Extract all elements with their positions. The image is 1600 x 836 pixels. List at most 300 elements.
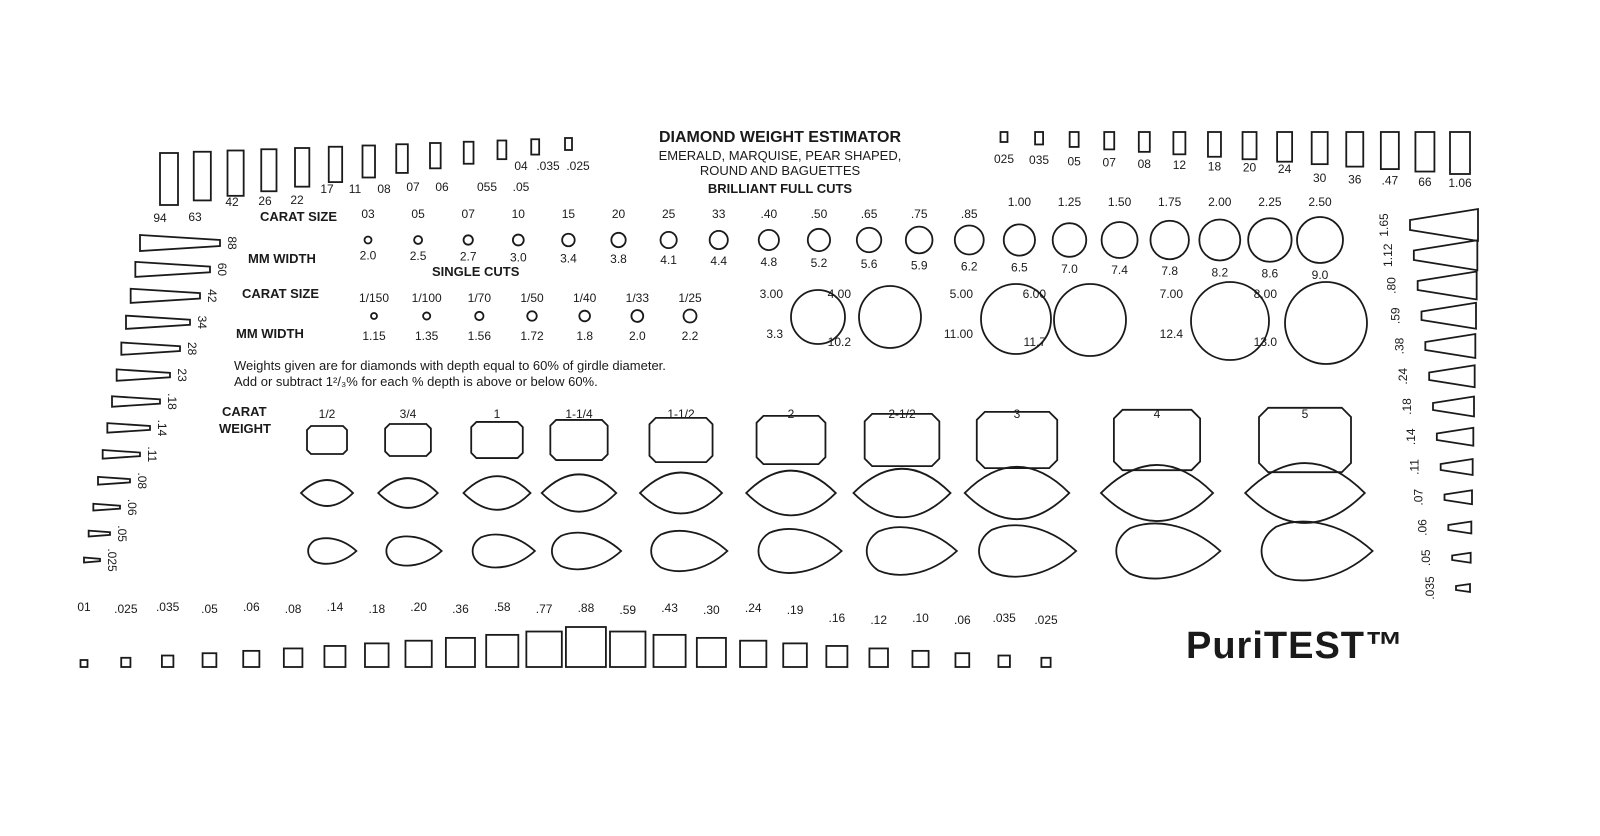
square-cut-label: .14 xyxy=(326,600,344,614)
tapered-baguette-label: .80 xyxy=(1384,277,1399,294)
square-cut-outline xyxy=(566,627,606,667)
emerald-cut-outline xyxy=(471,422,523,458)
tapered-baguette-label: .18 xyxy=(1400,398,1414,415)
baguette-label: 04 xyxy=(514,159,528,173)
square-cut-label: .43 xyxy=(661,601,678,615)
pear-cut-outline xyxy=(473,535,535,568)
baguette-label: 1.06 xyxy=(1448,176,1472,190)
brilliant-mm-label: 6.2 xyxy=(960,259,978,274)
marquise-cut-outline xyxy=(965,467,1070,519)
brilliant-round-outline xyxy=(661,232,677,248)
tapered-baguette-label: 60 xyxy=(215,262,229,277)
baguette-outline xyxy=(1139,132,1150,152)
square-cut-outline xyxy=(654,635,686,667)
brilliant-round-outline xyxy=(1248,218,1291,261)
baguette-label: 63 xyxy=(188,210,202,224)
baguette-label: 30 xyxy=(1313,171,1327,186)
single-cut-carat-label: 1/50 xyxy=(520,291,544,305)
square-cut-outline xyxy=(740,641,766,667)
marquise-cut-outline xyxy=(640,472,722,513)
brilliant-carat-label: .85 xyxy=(960,207,978,221)
brilliant-round-outline xyxy=(1053,223,1087,257)
mm-width-label-2: MM WIDTH xyxy=(236,326,304,341)
baguette-outline xyxy=(1277,132,1292,162)
brilliant-carat-label: 25 xyxy=(661,207,676,221)
square-cut-label: .05 xyxy=(201,602,218,616)
baguette-label: 94 xyxy=(153,211,167,225)
square-cut-outline xyxy=(81,660,88,667)
baguette-label: .035 xyxy=(536,159,560,173)
tapered-baguette-label: .11 xyxy=(1407,459,1422,475)
brilliant-mm-label: 5.2 xyxy=(810,256,828,271)
pear-cut-outline xyxy=(979,525,1076,576)
square-cut-outline xyxy=(486,635,518,667)
brilliant-large-round-outline xyxy=(1054,284,1126,356)
square-cut-outline xyxy=(243,651,259,667)
emerald-cut-outline xyxy=(550,420,607,460)
brilliant-round-outline xyxy=(562,234,575,247)
single-cut-round-outline xyxy=(371,313,377,319)
baguette-outline xyxy=(261,149,276,191)
baguette-outline xyxy=(1415,132,1434,172)
tapered-baguette-label: .38 xyxy=(1392,337,1407,355)
baguette-outline xyxy=(363,146,376,178)
tapered-baguette-outline xyxy=(1414,240,1478,270)
baguette-label: 36 xyxy=(1348,172,1362,187)
marquise-cut-outline xyxy=(378,478,438,508)
tapered-baguette-label: .07 xyxy=(1411,488,1426,506)
brilliant-mm-label: 7.4 xyxy=(1111,263,1128,278)
baguette-label: 08 xyxy=(1137,156,1151,171)
brilliant-round-outline xyxy=(464,235,473,244)
single-cut-mm-label: 2.0 xyxy=(628,329,646,343)
fancy-weight-label: 1/2 xyxy=(318,407,336,421)
tapered-baguette-label: .24 xyxy=(1396,367,1411,385)
square-cut-label: .18 xyxy=(368,602,386,616)
baguette-outline xyxy=(228,151,244,196)
brilliant-large-mm-label: 12.4 xyxy=(1159,327,1183,341)
tapered-baguette-label: .05 xyxy=(1419,549,1434,567)
carat-size-label-2: CARAT SIZE xyxy=(242,286,320,301)
top-right-baguettes xyxy=(994,132,1472,190)
brilliant-mm-label: 8.2 xyxy=(1211,265,1229,280)
brilliant-large-mm-label: 10.2 xyxy=(827,335,851,349)
brilliant-mm-label: 2.7 xyxy=(459,249,477,264)
baguette-outline xyxy=(1173,132,1185,154)
tapered-baguette-outline xyxy=(131,289,200,303)
baguette-label: 66 xyxy=(1418,174,1432,189)
baguette-label: 18 xyxy=(1207,159,1222,174)
square-cut-label: .30 xyxy=(703,603,720,617)
single-cut-mm-label: 2.2 xyxy=(681,329,699,343)
fancy-weight-label: 1-1/4 xyxy=(565,407,593,421)
square-cut-label: .12 xyxy=(870,613,888,627)
baguette-outline xyxy=(329,147,342,182)
brilliant-round-outline xyxy=(906,227,933,254)
square-cut-outline xyxy=(162,656,173,667)
square-cut-label: .58 xyxy=(493,600,511,614)
tapered-baguette-outline xyxy=(1418,272,1477,300)
tapered-baguette-outline xyxy=(1456,584,1470,592)
brilliant-carat-label: 03 xyxy=(361,207,375,221)
square-cut-label: .88 xyxy=(577,601,595,615)
baguette-label: 035 xyxy=(1029,153,1050,168)
brilliant-mm-label: 7.0 xyxy=(1061,261,1078,276)
brilliant-round-outline xyxy=(759,230,779,250)
pear-cut-outline xyxy=(867,527,957,575)
square-cut-label: .035 xyxy=(992,611,1016,625)
brilliant-mm-label: 6.5 xyxy=(1011,260,1028,275)
emerald-cut-outline xyxy=(757,416,826,464)
baguette-outline xyxy=(1070,132,1079,147)
pear-cut-outline xyxy=(651,531,727,571)
tapered-baguette-outline xyxy=(1410,209,1478,241)
brilliant-carat-label: .75 xyxy=(910,207,928,221)
single-cut-round-outline xyxy=(475,312,483,320)
square-cut-label: .36 xyxy=(452,602,469,616)
square-cut-outline xyxy=(365,643,389,667)
brilliant-round-outline xyxy=(1150,221,1188,259)
square-cut-label: .77 xyxy=(535,602,553,616)
brilliant-large-mm-label: 3.3 xyxy=(766,327,783,341)
tapered-baguette-outline xyxy=(121,343,180,355)
square-cut-outline xyxy=(783,643,807,667)
brilliant-round-outline xyxy=(710,231,728,249)
square-cut-label: .20 xyxy=(410,600,427,614)
tapered-baguette-label: .18 xyxy=(165,393,179,410)
brilliant-carat-label: 2.25 xyxy=(1258,195,1282,209)
baguette-outline xyxy=(1312,132,1328,164)
baguette-label: .05 xyxy=(512,180,530,194)
brilliant-mm-label: 3.8 xyxy=(610,252,627,267)
single-cut-carat-label: 1/100 xyxy=(411,291,442,305)
brilliant-large-carat-label: 4.00 xyxy=(827,287,851,301)
tapered-baguette-label: 23 xyxy=(175,368,189,382)
single-cut-round-outline xyxy=(631,310,643,322)
fancy-weight-label: 2-1/2 xyxy=(888,407,916,421)
brilliant-large-round-outline xyxy=(859,286,921,348)
emerald-cut-outline xyxy=(865,414,940,466)
baguette-outline xyxy=(1208,132,1221,157)
square-cut-outline xyxy=(955,653,969,667)
tapered-baguette-outline xyxy=(140,235,220,251)
baguette-label: 22 xyxy=(290,193,304,207)
marquise-cut-outline xyxy=(853,469,950,518)
brilliant-large-mm-label: 13.0 xyxy=(1253,335,1277,349)
tapered-baguette-outline xyxy=(107,423,150,433)
brilliant-large-carat-label: 6.00 xyxy=(1022,287,1046,301)
square-cut-label: .035 xyxy=(155,600,180,614)
brilliant-carat-label: .50 xyxy=(810,207,828,221)
tapered-baguette-label: .06 xyxy=(1415,519,1430,536)
brilliant-mm-label: 2.5 xyxy=(409,248,427,263)
single-cut-round-outline xyxy=(579,311,590,322)
brilliant-carat-label: 10 xyxy=(511,207,525,221)
tapered-baguette-outline xyxy=(1445,490,1473,504)
square-cut-label: .06 xyxy=(242,600,260,614)
tapered-baguette-label: .11 xyxy=(145,446,159,463)
tapered-baguette-outline xyxy=(1429,365,1475,387)
tapered-baguette-label: .14 xyxy=(1403,428,1418,446)
tapered-baguette-label: .14 xyxy=(155,419,169,437)
brilliant-carat-label: 20 xyxy=(611,207,626,221)
marquise-cut-outline xyxy=(746,471,836,516)
baguette-outline xyxy=(430,143,441,168)
square-cut-label: .08 xyxy=(284,602,302,616)
pear-cut-outline xyxy=(758,529,841,573)
square-cut-outline xyxy=(826,646,847,667)
tapered-baguette-outline xyxy=(103,450,140,459)
brilliant-carat-label: .40 xyxy=(760,207,778,221)
fancy-weight-label: 5 xyxy=(1301,407,1309,421)
brilliant-mm-label: 4.4 xyxy=(710,254,728,269)
square-cut-outline xyxy=(324,646,345,667)
square-cut-outline xyxy=(869,648,888,667)
carat-size-label-1: CARAT SIZE xyxy=(260,209,338,224)
square-cut-outline xyxy=(610,632,645,667)
baguette-label: 12 xyxy=(1172,158,1187,173)
single-cut-round-outline xyxy=(423,312,430,319)
single-cuts-label: SINGLE CUTS xyxy=(432,264,520,279)
tapered-baguette-outline xyxy=(1433,397,1474,417)
baguette-label: 26 xyxy=(258,194,272,208)
baguette-label: .025 xyxy=(566,159,590,173)
baguette-label: 24 xyxy=(1277,161,1292,176)
emerald-cut-outline xyxy=(385,424,431,456)
square-cut-label: .59 xyxy=(619,603,637,617)
square-cut-label: .19 xyxy=(786,603,804,617)
single-cut-mm-label: 1.72 xyxy=(520,329,544,343)
baguette-outline xyxy=(1346,132,1363,167)
marquise-cut-outline xyxy=(1101,465,1213,521)
single-cut-carat-label: 1/150 xyxy=(358,291,390,305)
title-main: DIAMOND WEIGHT ESTIMATOR xyxy=(658,129,902,146)
single-cut-carat-label: 1/70 xyxy=(467,291,492,305)
baguette-outline xyxy=(194,152,211,201)
baguette-outline xyxy=(1035,132,1043,144)
title-round-line: ROUND AND BAGUETTES xyxy=(699,163,861,178)
brilliant-mm-label: 4.8 xyxy=(760,255,778,270)
brilliant-round-outline xyxy=(1199,220,1240,261)
brilliant-carat-label: 07 xyxy=(461,207,475,221)
marquise-cut-outline xyxy=(301,480,353,506)
marquise-cut-outline xyxy=(542,474,617,511)
baguette-outline xyxy=(565,138,572,150)
single-cut-mm-label: 1.56 xyxy=(467,329,492,343)
tapered-baguette-outline xyxy=(84,558,100,563)
brilliant-mm-label: 5.9 xyxy=(910,258,928,273)
tapered-baguette-outline xyxy=(1448,522,1471,534)
mm-width-label-1: MM WIDTH xyxy=(248,251,316,266)
square-cut-label: 01 xyxy=(77,600,91,614)
brilliant-round-outline xyxy=(1297,217,1343,263)
fancy-weight-label: 3/4 xyxy=(399,407,417,421)
baguette-label: 11 xyxy=(348,182,362,196)
tapered-baguette-label: .025 xyxy=(105,548,119,572)
brilliant-large-mm-label: 11.00 xyxy=(943,327,973,341)
fancy-weight-label: 1 xyxy=(493,407,501,421)
tapered-baguette-label: 88 xyxy=(225,236,239,250)
tapered-baguette-label: 1.12 xyxy=(1380,243,1395,267)
title-shapes-line: EMERALD, MARQUISE, PEAR SHAPED, xyxy=(658,148,902,163)
brilliant-mm-label: 9.0 xyxy=(1311,268,1329,282)
baguette-label: 025 xyxy=(993,152,1015,166)
single-cut-round-outline xyxy=(527,311,537,321)
depth-note-line1: Weights given are for diamonds with depth equal to 60% of girdle diameter. xyxy=(234,358,666,373)
brilliant-round-outline xyxy=(611,233,625,247)
square-cut-label: .16 xyxy=(828,611,846,625)
fancy-weight-label: 2 xyxy=(787,407,795,421)
baguette-label: 06 xyxy=(435,180,449,194)
square-cut-outline xyxy=(284,648,303,667)
baguette-outline xyxy=(295,148,309,187)
brilliant-carat-label: 15 xyxy=(561,207,576,221)
baguette-outline xyxy=(498,141,507,160)
left-tapered-baguettes xyxy=(84,235,239,572)
baguette-outline xyxy=(1104,132,1114,149)
single-cut-carat-label: 1/40 xyxy=(572,291,597,305)
tapered-baguette-label: .59 xyxy=(1388,307,1403,325)
tapered-baguette-outline xyxy=(1441,459,1473,475)
brilliant-large-carat-label: 5.00 xyxy=(949,287,973,301)
brilliant-carat-label: 1.50 xyxy=(1107,195,1132,209)
fancy-weight-label: 4 xyxy=(1153,407,1161,421)
square-cut-label: .24 xyxy=(744,601,762,615)
brilliant-mm-label: 5.6 xyxy=(860,257,878,272)
brilliant-round-outline xyxy=(1102,222,1138,258)
brilliant-round-outline xyxy=(414,236,422,244)
right-tapered-baguettes xyxy=(1377,209,1478,600)
square-cut-outline xyxy=(697,638,726,667)
single-cut-carat-label: 1/33 xyxy=(625,291,650,305)
tapered-baguette-outline xyxy=(1425,334,1475,358)
square-cut-label: .025 xyxy=(114,602,138,616)
brilliant-carat-label: 1.00 xyxy=(1007,195,1032,209)
single-cut-carat-label: 1/25 xyxy=(678,291,702,305)
marquise-cut-outline xyxy=(463,476,530,510)
baguette-label: 05 xyxy=(1067,154,1081,169)
brilliant-carat-label: .65 xyxy=(860,207,878,221)
brilliant-large-carat-label: 8.00 xyxy=(1253,287,1277,301)
brilliant-carat-label: 2.50 xyxy=(1308,195,1332,209)
tapered-baguette-outline xyxy=(1452,553,1471,563)
emerald-cut-outline xyxy=(649,418,712,462)
baguette-label: 055 xyxy=(476,180,498,194)
baguette-label: 08 xyxy=(377,182,391,196)
single-cuts-row xyxy=(359,291,702,343)
weight-label: WEIGHT xyxy=(219,421,271,436)
brilliant-carat-label: 1.75 xyxy=(1158,195,1182,209)
brilliant-round-outline xyxy=(513,235,524,246)
title-brilliant-line: BRILLIANT FULL CUTS xyxy=(707,181,853,196)
baguette-outline xyxy=(531,139,539,154)
brilliant-carat-label: 05 xyxy=(411,207,425,221)
tapered-baguette-outline xyxy=(117,369,170,380)
tapered-baguette-outline xyxy=(98,477,130,485)
baguette-outline xyxy=(1381,132,1399,169)
brand-logo: PuriTEST™ xyxy=(1186,625,1405,667)
square-cut-label: .025 xyxy=(1034,613,1058,627)
baguette-label: 07 xyxy=(406,180,420,194)
brilliant-cuts-row-2 xyxy=(760,282,1367,364)
tapered-baguette-label: 42 xyxy=(205,289,219,303)
brilliant-mm-label: 3.0 xyxy=(509,250,527,265)
baguette-label: .47 xyxy=(1381,173,1399,188)
square-cut-label: .10 xyxy=(912,611,929,625)
brilliant-round-outline xyxy=(365,237,372,244)
baguette-outline xyxy=(464,142,474,164)
pear-cut-outline xyxy=(1262,522,1373,581)
brilliant-round-outline xyxy=(955,226,984,255)
tapered-baguette-label: 28 xyxy=(185,341,199,356)
square-cut-outline xyxy=(1041,658,1050,667)
tapered-baguette-outline xyxy=(1422,303,1477,329)
brilliant-mm-label: 3.4 xyxy=(560,251,577,266)
baguette-outline xyxy=(1450,132,1470,174)
tapered-baguette-outline xyxy=(89,531,110,537)
square-cut-outline xyxy=(446,638,475,667)
baguette-outline xyxy=(1243,132,1257,159)
brilliant-carat-label: 33 xyxy=(712,207,726,221)
baguette-label: 07 xyxy=(1102,155,1116,170)
single-cut-round-outline xyxy=(684,310,697,323)
fancy-weight-label: 1-1/2 xyxy=(667,407,695,421)
tapered-baguette-outline xyxy=(126,316,190,329)
square-cut-label: .06 xyxy=(954,613,971,627)
tapered-baguette-outline xyxy=(93,504,120,511)
brilliant-mm-label: 7.8 xyxy=(1161,264,1179,279)
brilliant-large-round-outline xyxy=(1285,282,1367,364)
pear-cut-outline xyxy=(386,536,441,565)
tapered-baguette-label: 1.65 xyxy=(1377,213,1391,237)
tapered-baguette-label: .035 xyxy=(1423,576,1437,600)
tapered-baguette-outline xyxy=(1437,428,1474,446)
square-cut-outline xyxy=(121,658,130,667)
baguette-label: 17 xyxy=(320,182,334,196)
pear-cut-outline xyxy=(552,533,621,570)
emerald-cut-outline xyxy=(307,426,347,454)
single-cut-mm-label: 1.8 xyxy=(576,329,594,343)
brilliant-large-carat-label: 3.00 xyxy=(759,287,783,301)
carat-label: CARAT xyxy=(222,404,267,419)
square-cut-outline xyxy=(203,653,217,667)
tapered-baguette-outline xyxy=(112,396,160,407)
brilliant-round-outline xyxy=(808,229,830,251)
pear-cut-outline xyxy=(308,538,356,564)
tapered-baguette-label: 34 xyxy=(195,315,209,329)
square-cut-outline xyxy=(405,641,431,667)
baguette-label: 42 xyxy=(225,195,239,209)
brilliant-round-outline xyxy=(1004,224,1035,255)
bottom-square-cuts xyxy=(77,600,1058,667)
fancy-weight-label: 3 xyxy=(1013,407,1021,421)
brilliant-carat-label: 2.00 xyxy=(1208,195,1232,209)
single-cut-mm-label: 1.35 xyxy=(414,329,439,343)
brilliant-large-mm-label: 11.7 xyxy=(1023,335,1046,349)
baguette-label: 20 xyxy=(1242,160,1257,175)
square-cut-outline xyxy=(912,651,928,667)
baguette-outline xyxy=(160,153,178,205)
brilliant-large-carat-label: 7.00 xyxy=(1159,287,1183,301)
brilliant-carat-label: 1.25 xyxy=(1057,195,1082,209)
square-cut-outline xyxy=(526,632,561,667)
tapered-baguette-label: .08 xyxy=(135,472,149,490)
pear-cut-outline xyxy=(1116,524,1220,579)
depth-note-line2: Add or subtract 1²/₃% for each % depth is above or below 60%. xyxy=(234,374,598,389)
brilliant-mm-label: 2.0 xyxy=(359,248,377,263)
baguette-outline xyxy=(396,144,408,173)
tapered-baguette-label: .06 xyxy=(125,498,139,516)
